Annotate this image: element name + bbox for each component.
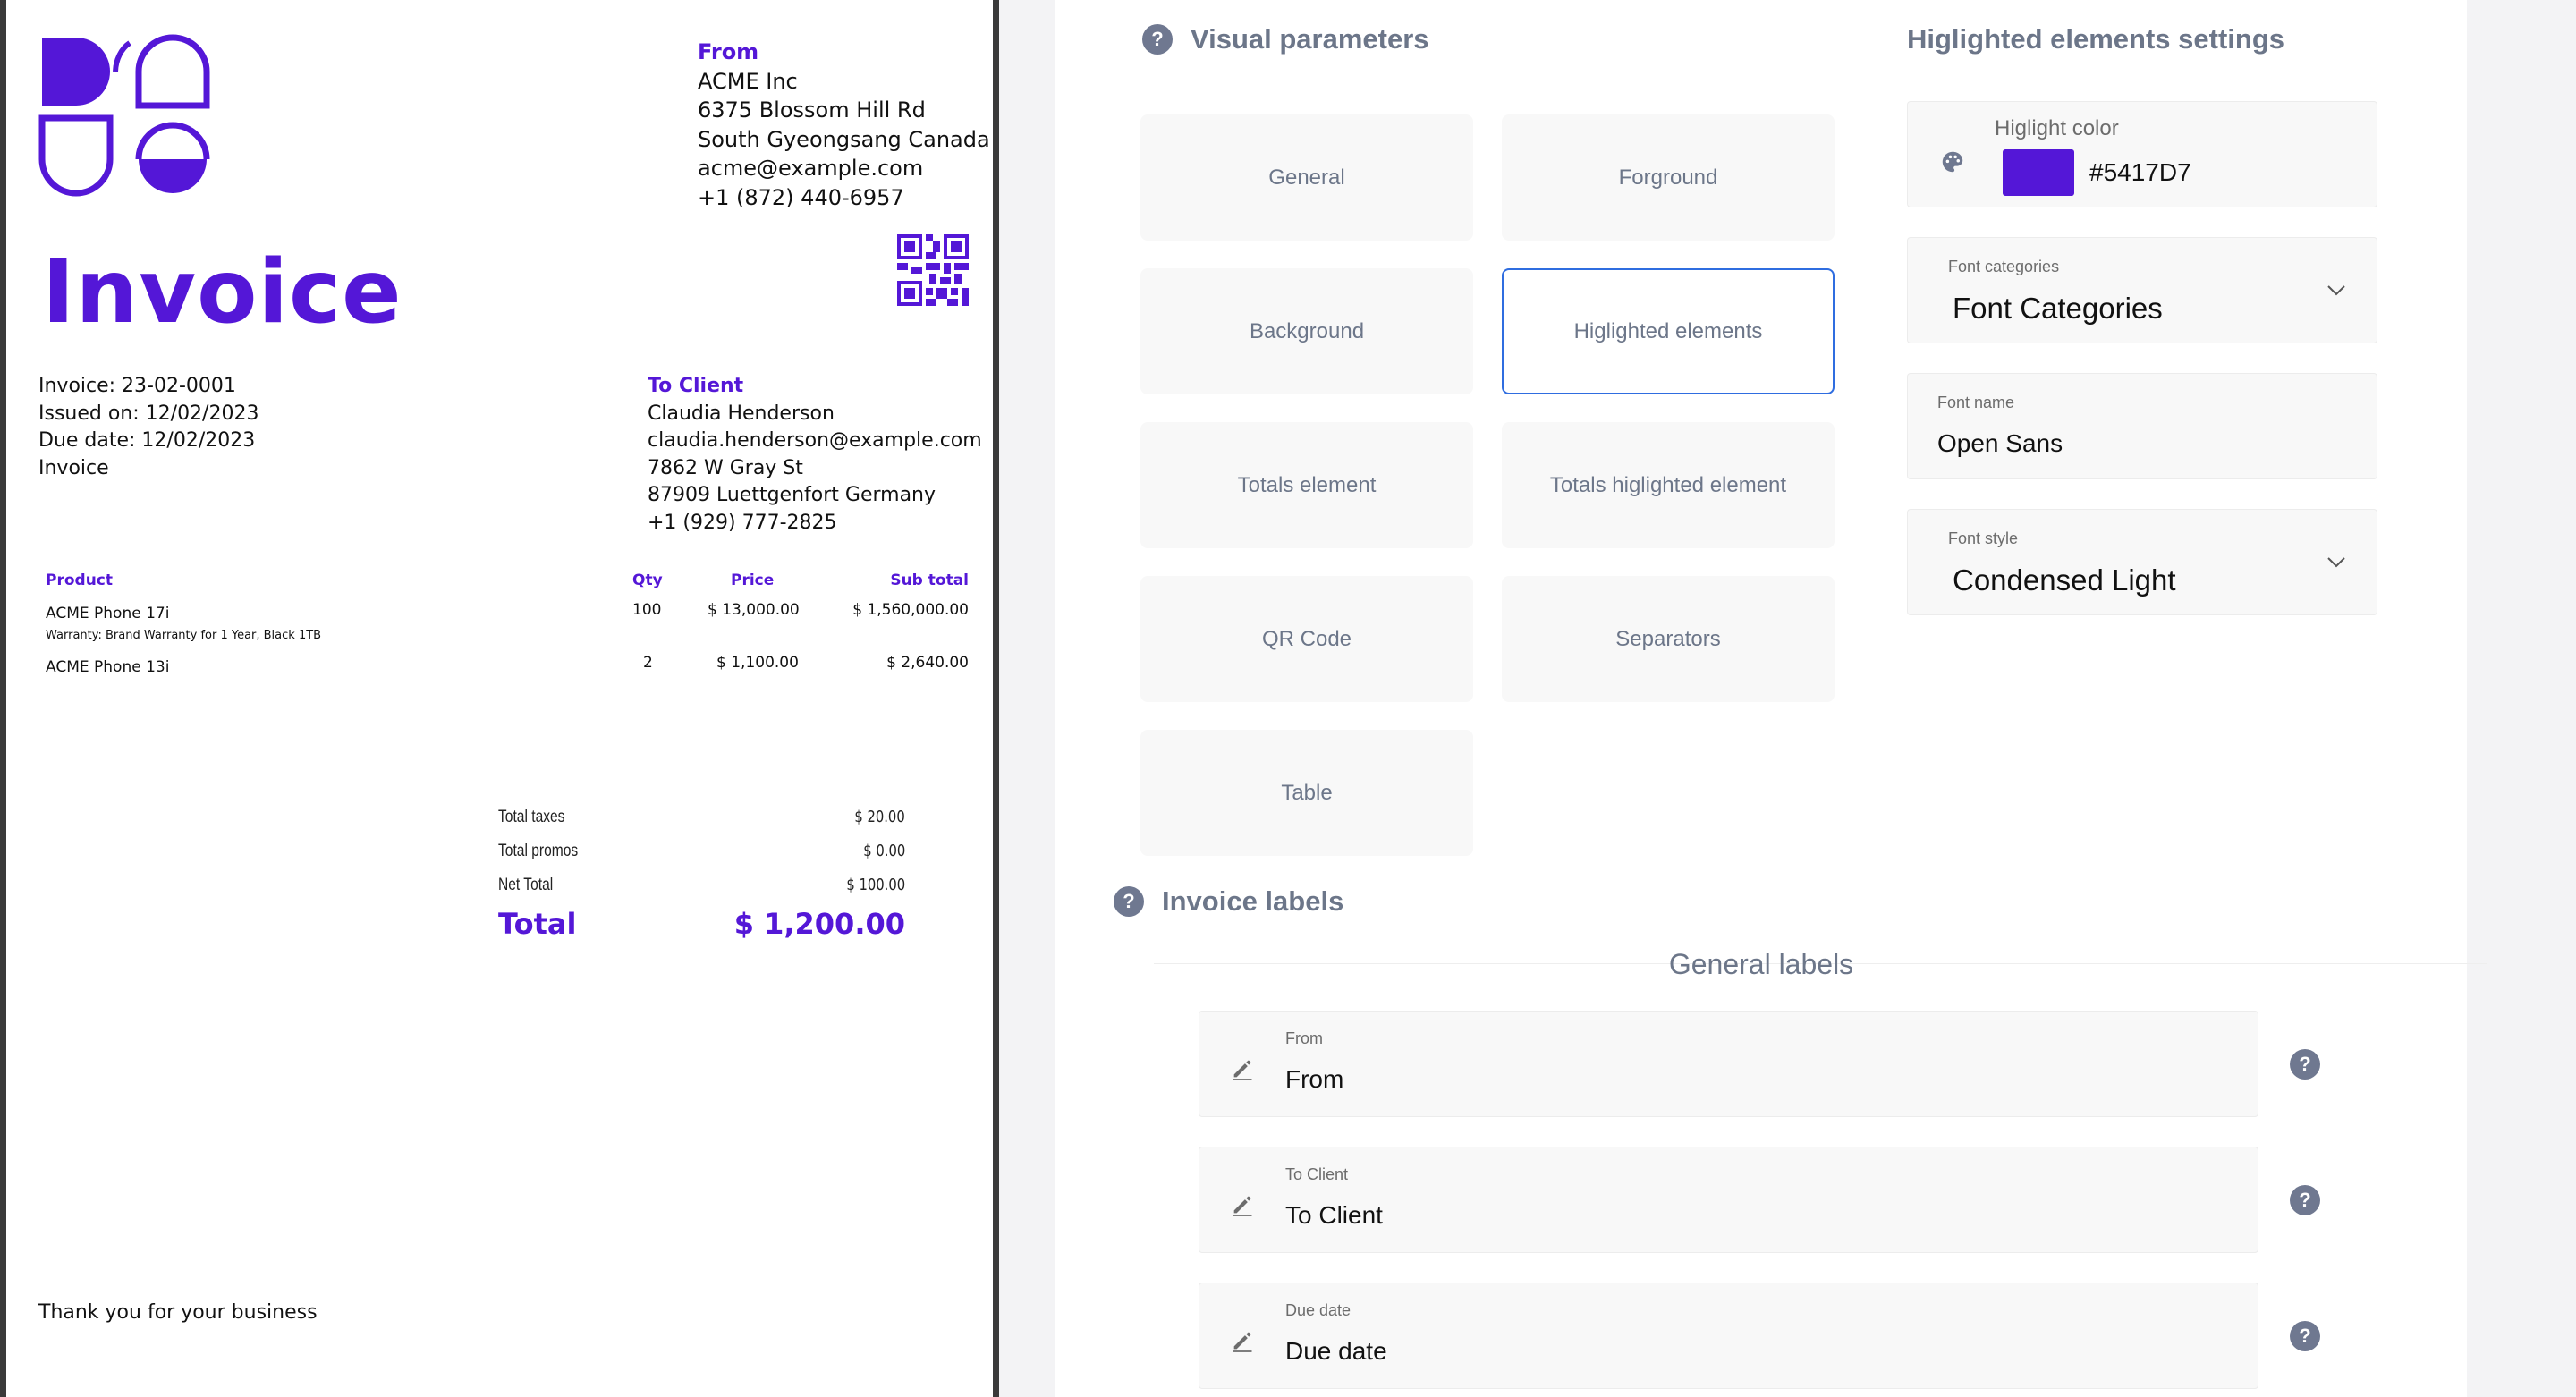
row-product: ACME Phone 17i [46,605,170,622]
total-promos-value: $ 0.00 [863,842,905,860]
highlight-settings-title: Higlighted elements settings [1907,23,2285,55]
company-logo [38,34,214,204]
total-taxes-value: $ 20.00 [854,808,905,826]
font-style-select[interactable] [1907,509,2377,615]
due-date-label-field[interactable] [1199,1283,2258,1389]
col-header-product: Product [46,572,113,589]
total-promos-label: Total promos [498,842,579,860]
highlight-color-field[interactable] [1907,101,2377,207]
total-taxes-label: Total taxes [498,808,565,826]
font-style-label: Font style [1948,529,2019,547]
pencil-icon [1230,1056,1255,1081]
tile-totals-element[interactable]: Totals element [1140,422,1473,548]
from-line: 6375 Blossom Hill Rd [698,97,926,123]
from-line: ACME Inc [698,68,798,94]
document-type: Invoice [38,456,109,479]
row-qty: 100 [632,601,662,619]
tile-forground[interactable]: Forground [1502,114,1835,241]
col-header-qty: Qty [632,572,663,589]
help-icon[interactable]: ? [1114,886,1144,917]
net-total-value: $ 100.00 [846,876,905,894]
row-product: ACME Phone 13i [46,658,170,676]
grand-total-label: Total [498,907,577,941]
client-line: claudia.henderson@example.com [648,429,982,452]
invoice-meta [38,373,258,482]
row-qty: 2 [643,654,653,672]
font-categories-label: Font categories [1948,258,2060,275]
grand-total-value: $ 1,200.00 [733,907,905,941]
tile-totals-higlighted-element[interactable]: Totals higlighted element [1502,422,1835,548]
row-subtotal: $ 1,560,000.00 [852,601,969,619]
to-client-label-field[interactable] [1199,1147,2258,1253]
from-line: +1 (872) 440-6957 [698,184,904,210]
col-header-price: Price [731,572,775,589]
client-block [648,373,982,537]
color-swatch[interactable] [2003,149,2074,196]
field-value: From [1285,1065,1344,1093]
help-icon[interactable]: ? [1142,24,1173,55]
tile-table[interactable]: Table [1140,730,1473,856]
palette-icon [1939,148,1966,175]
qr-code-icon [897,234,969,306]
chevron-down-icon [2326,284,2346,297]
net-total-label: Net Total [498,876,554,894]
general-labels-title: General labels [1668,948,1854,980]
font-name-value: Open Sans [1937,429,2063,457]
help-icon[interactable]: ? [2290,1185,2320,1215]
col-header-subtotal: Sub total [890,572,969,589]
pencil-icon [1230,1192,1255,1217]
client-line: 87909 Luettgenfort Germany [648,484,936,506]
invoice-labels-title: Invoice labels [1162,885,1344,917]
issued-date: Issued on: 12/02/2023 [38,402,259,425]
font-categories-value: Font Categories [1953,292,2163,325]
field-value: To Client [1285,1201,1383,1229]
visual-parameters-title: Visual parameters [1191,23,1429,55]
tile-background[interactable]: Background [1140,268,1473,394]
highlight-color-value: #5417D7 [2089,158,2191,186]
help-icon[interactable]: ? [2290,1321,2320,1351]
pencil-icon [1230,1328,1255,1353]
invoice-number: Invoice: 23-02-0001 [38,375,236,397]
tile-qr-code[interactable]: QR Code [1140,576,1473,702]
tile-general[interactable]: General [1140,114,1473,241]
tile-separators[interactable]: Separators [1502,576,1835,702]
from-line: acme@example.com [698,156,924,181]
row-price: $ 13,000.00 [708,601,800,619]
field-value: Due date [1285,1337,1387,1365]
client-label: To Client [648,375,744,397]
from-line: South Gyeongsang Canada [698,126,990,152]
font-name-label: Font name [1937,394,2015,411]
invoice-preview [0,0,999,1397]
invoice-title: Invoice [42,241,402,343]
field-label: Due date [1285,1301,1352,1319]
footer-note: Thank you for your business [38,1301,318,1324]
settings-panel [1055,0,2467,1397]
chevron-down-icon [2326,556,2346,569]
highlight-color-label: Higlight color [1995,116,2119,140]
row-price: $ 1,100.00 [716,654,799,672]
client-line: Claudia Henderson [648,402,835,425]
tile-higlighted-elements[interactable]: Higlighted elements [1502,268,1835,394]
field-label: To Client [1285,1165,1349,1183]
row-note: Warranty: Brand Warranty for 1 Year, Black 1TB [46,629,322,642]
field-label: From [1285,1029,1323,1047]
client-line: 7862 W Gray St [648,456,803,479]
due-date: Due date: 12/02/2023 [38,429,256,452]
font-categories-select[interactable] [1907,237,2377,343]
from-label-field[interactable] [1199,1011,2258,1117]
row-subtotal: $ 2,640.00 [886,654,969,672]
client-line: +1 (929) 777-2825 [648,511,837,534]
font-style-value: Condensed Light [1953,563,2176,597]
from-label: From [698,39,759,64]
help-icon[interactable]: ? [2290,1049,2320,1080]
font-name-field[interactable] [1907,373,2377,479]
from-block [698,38,990,212]
